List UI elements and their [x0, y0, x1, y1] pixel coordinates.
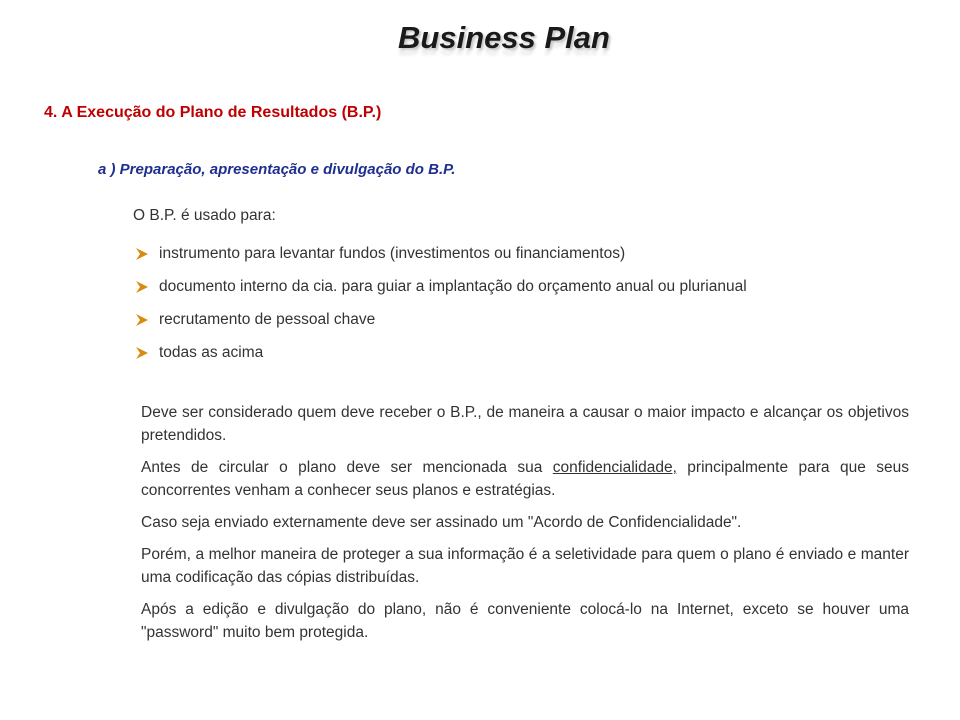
- paragraph-text: principalmente para que seus concorrentes venham a conhecer seus planos e estratégias.: [141, 459, 909, 499]
- paragraph: Porém, a melhor maneira de proteger a sua informação é a seletividade para quem o plano é enviado e manter uma codificação das cópias distribuídas.: [141, 546, 909, 586]
- arrow-bullet-icon: [135, 346, 149, 360]
- list-item: [133, 276, 869, 297]
- bullet-list: [133, 243, 869, 375]
- bullet-text: todas as acima: [159, 344, 264, 361]
- subsection-heading: a ) Preparação, apresentação e divulgação do B.P.: [98, 161, 456, 178]
- arrow-bullet-icon: [135, 280, 149, 294]
- paragraph: Deve ser considerado quem deve receber o B.P., de maneira a causar o maior impacto e alcançar os objetivos pretendidos.: [141, 404, 909, 444]
- bullet-text: instrumento para levantar fundos (investimentos ou financiamentos): [159, 245, 626, 262]
- intro-text: O B.P. é usado para:: [133, 207, 276, 224]
- arrow-bullet-icon: [135, 313, 149, 327]
- bullet-text: recrutamento de pessoal chave: [159, 311, 376, 328]
- list-item: [133, 309, 869, 330]
- list-item: [133, 342, 869, 363]
- paragraph: [141, 456, 909, 502]
- list-item: [133, 243, 869, 264]
- paragraph-text: Antes de circular o plano deve ser mencionada sua: [141, 459, 553, 476]
- underlined-term: confidencialidade,: [552, 459, 677, 476]
- page-title: Business Plan: [398, 20, 610, 55]
- paragraph: Após a edição e divulgação do plano, não é conveniente colocá-lo na Internet, exceto se houver uma "password" muito bem protegida.: [141, 601, 909, 641]
- arrow-bullet-icon: [135, 247, 149, 261]
- section-heading: 4. A Execução do Plano de Resultados (B.P.): [44, 104, 382, 121]
- paragraph: Caso seja enviado externamente deve ser assinado um "Acordo de Confidencialidade".: [141, 514, 742, 531]
- body-paragraphs: [141, 401, 909, 653]
- bullet-text: documento interno da cia. para guiar a implantação do orçamento anual ou plurianual: [159, 278, 747, 295]
